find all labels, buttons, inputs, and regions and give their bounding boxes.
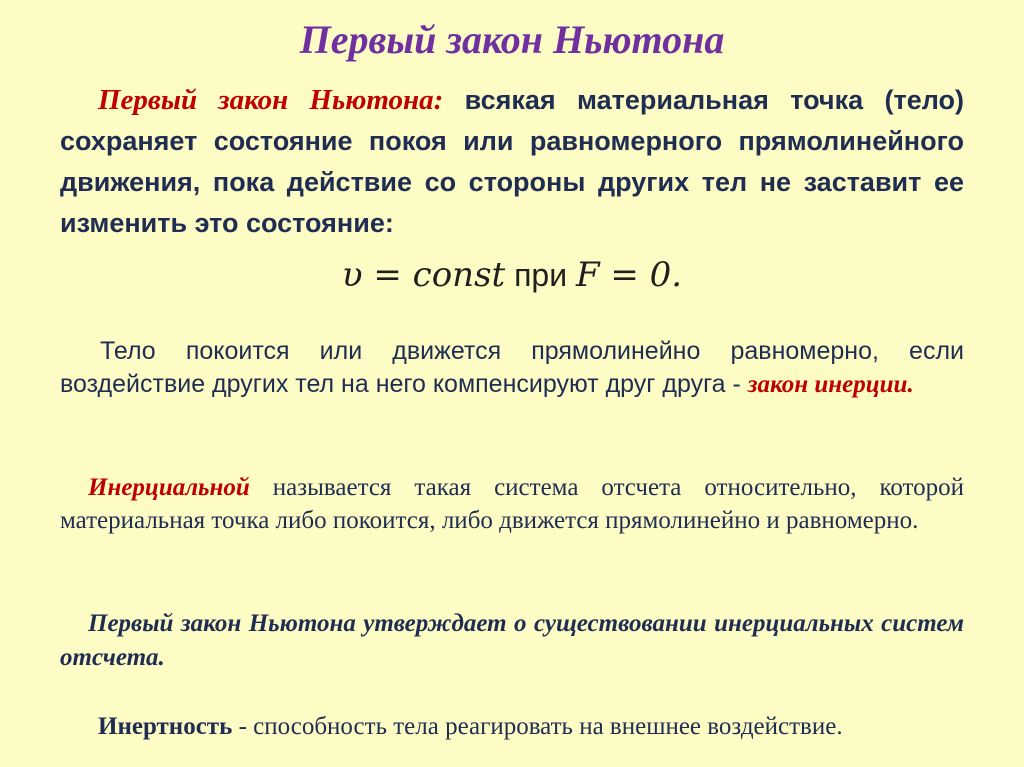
inertial-frame-paragraph xyxy=(60,471,964,537)
formula-lhs: υ = const xyxy=(341,255,506,295)
inertness-term: Инертность xyxy=(98,713,233,740)
formula-rhs: F = 0. xyxy=(575,255,683,295)
law-text: всякая материальная точка (тело) сохраняет состояние покоя или равномерного прямолинейного движения, пока действие со стороны других тел не заставит ее изменить это состояние: xyxy=(60,85,964,238)
inertia-paragraph xyxy=(60,335,964,401)
formula-word: при xyxy=(505,257,576,293)
inertia-text: Тело покоится или движется прямолинейно равномерно, если воздействие других тел на него компенсируют друг друга - xyxy=(60,337,964,398)
slide-title: Первый закон Ньютона xyxy=(299,17,725,62)
law-formula xyxy=(0,250,1024,300)
inertness-text: - способность тела реагировать на внешнее воздействие. xyxy=(232,713,843,740)
law-paragraph xyxy=(60,80,964,244)
law-lead: Первый закон Ньютона: xyxy=(98,84,444,116)
inertial-frame-text: называется такая система отсчета относительно, которой материальная точка либо покоится, либо движется прямолинейно и равномерно. xyxy=(60,474,964,534)
inertial-frame-term: Инерциальной xyxy=(88,474,250,501)
inertia-term: закон инерции. xyxy=(747,371,914,398)
inertness-paragraph xyxy=(98,710,978,744)
statement-paragraph: Первый закон Ньютона утверждает о существовании инерциальных систем отсчета. xyxy=(60,610,964,671)
